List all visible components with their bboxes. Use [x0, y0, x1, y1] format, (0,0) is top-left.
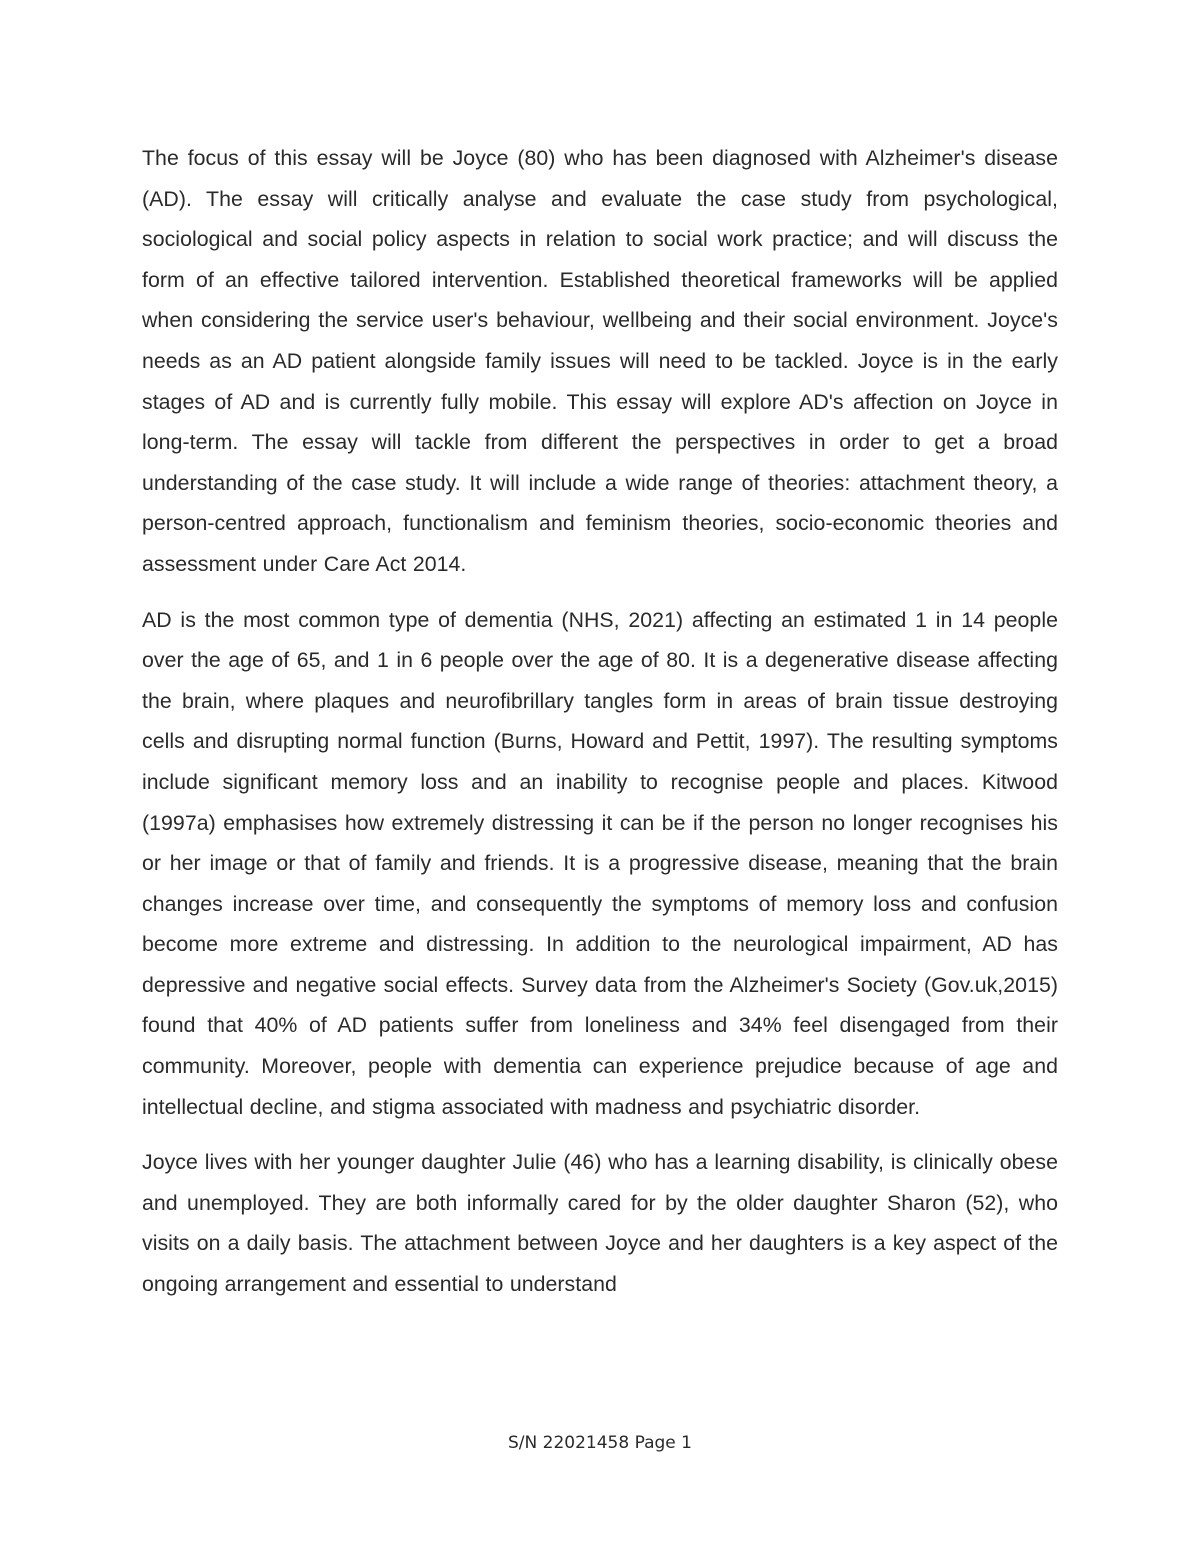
document-body: [142, 138, 1058, 1320]
paragraph-family-situation: Joyce lives with her younger daughter Julie (46) who has a learning disability, is clinically obese and unemployed. They are both informally cared for by the older daughter Sharon (52), who visits on a daily basis. The attachment between Joyce and her daughters is a key aspect of the ongoing arrangement and essential to understand: [142, 1150, 1058, 1297]
paragraph-alzheimers-overview: AD is the most common type of dementia (NHS, 2021) affecting an estimated 1 in 14 people over the age of 65, and 1 in 6 people over the age of 80. It is a degenerative disease affecting the brain, where plaques and neurofibrillary tangles form in areas of brain tissue destroying cells and disrupting normal function (Burns, Howard and Pettit, 1997). The resulting symptoms include significant memory loss and an inability to recognise people and places. Kitwood (1997a) emphasises how extremely distressing it can be if the person no longer recognises his or her image or that of family and friends. It is a progressive disease, meaning that the brain changes increase over time, and consequently the symptoms of memory loss and confusion become more extreme and distressing. In addition to the neurological impairment, AD has depressive and negative social effects. Survey data from the Alzheimer's Society (Gov.uk,2015) found that 40% of AD patients suffer from loneliness and 34% feel disengaged from their community. Moreover, people with dementia can experience prejudice because of age and intellectual decline, and stigma associated with madness and psychiatric disorder.: [142, 607, 1058, 1119]
page-footer: S/N 22021458 Page 1: [508, 1433, 692, 1453]
paragraph-introduction: The focus of this essay will be Joyce (80) who has been diagnosed with Alzheimer's disease (AD). The essay will critically analyse and evaluate the case study from psychological, sociological and social policy aspects in relation to social work practice; and will discuss the form of an effective tailored intervention. Established theoretical frameworks will be applied when considering the service user's behaviour, wellbeing and their social environment. Joyce's needs as an AD patient alongside family issues will need to be tackled. Joyce is in the early stages of AD and is currently fully mobile. This essay will explore AD's affection on Joyce in long-term. The essay will tackle from different the perspectives in order to get a broad understanding of the case study. It will include a wide range of theories: attachment theory, a person-centred approach, functionalism and feminism theories, socio-economic theories and assessment under Care Act 2014.: [142, 146, 1058, 576]
